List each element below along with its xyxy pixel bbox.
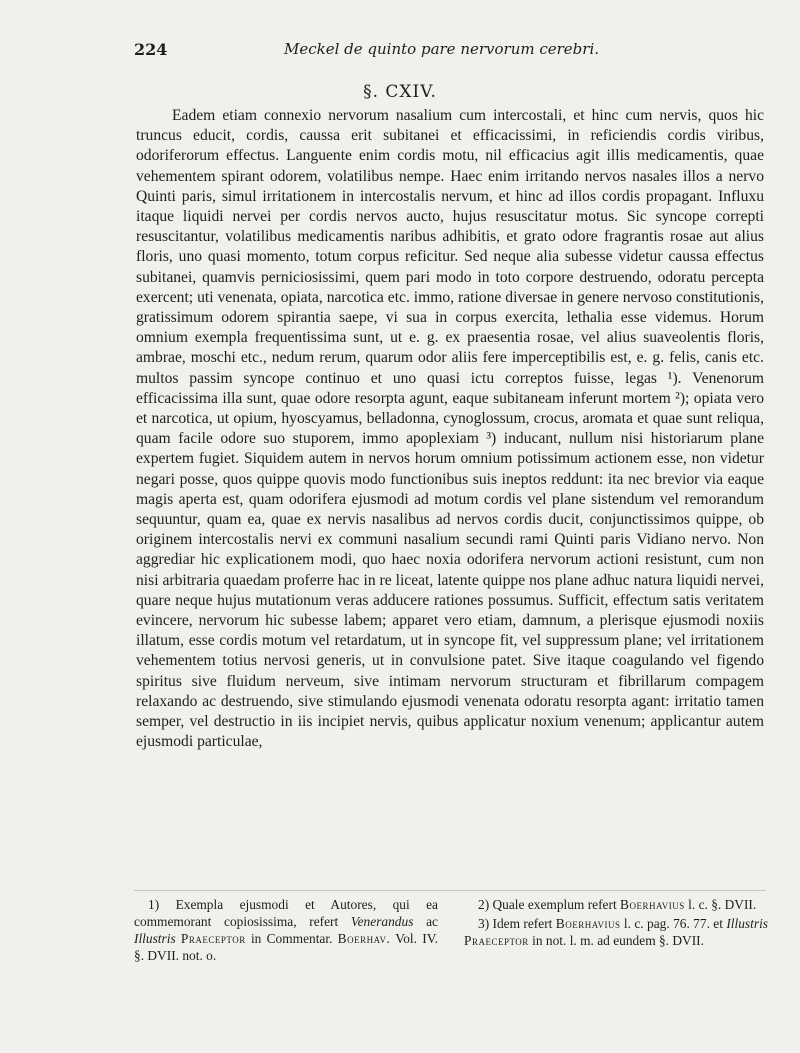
body-paragraph: Eadem etiam connexio nervorum nasalium cum intercostali, et hinc cum nervis, quos hic truncus educit, cordis, caussa erit subitanei et efficacissimi, in reficiendis cordis viribus, odoriferorum effectus. Languente enim cordis motu, nil efficacius agit illis medicamentis, quae vehementem spirant odorem, volatilibus nempe. Haec enim irritando nervos nasales illos a nervo Quinti paris, simul irritationem in intercostalis nervum, et hinc ad illos cordis propagant. Influxu itaque liquidi nervei per cordis nervos aucto, hujus resuscitatur motus. Sic syncope correpti resuscitantur, volatilibus medicamentis naribus adhibitis, et grato odore fragrantis rosae aut alius floris, uno quasi momento, totum corpus reficitur. Sed neque alia subesse videtur caussa effectus subitanei, quamvis perniciosissimi, quem pari modo in toto corpore destruendo, odoratu percepta exercent; uti venenata, opiata, narcotica etc. immo, ratione diversae in genere nervoso constitutionis, gratissimum odorem spirantia saepe, vi sua in corpus exercita, lethalia esse videmus. Horum omnium exempla frequentissima sunt, ut e. g. ex praesentia rosae, vel alius suaveolentis floris, ambrae, moschi etc., nedum rerum, quarum odor aliis fere imperceptibilis est, e. g. felis, canis etc. multos passim syncope continuo et uno quasi ictu correptos fuisse, legas ¹). Venenorum efficacissima illa sunt, quae odore resorpta agunt, eaque subitaneam inferunt mortem ²); opiata vero et narcotica, ut opium, hyoscyamus, belladonna, cynoglossum, crocus, aromata et quae sunt reliqua, quam facile odore suo stuporem, immo apoplexiam ³) inducant, nullum nisi historiarum plane expertem fugiet. Siquidem autem in nervos horum omnium potissimum actionem esse, non videtur negari posse, quos quippe quovis modo functionibus suis ineptos reddunt: ita nec brevior via eaque magis aperta est, quam odorifera ejusmodi ad motum cordis vel plane sistendum vel remorandum sequuntur, quam ea, quae ex nervis nasalibus ad nervos cordis ducit, conjunctissimos quippe, ob originem intercostalis nervi ex communi nasalium secundi rami Quinti paris Vidiano nervo. Non aggrediar hic explicationem modi, quo haec noxia odorifera nervorum actioni resistunt, cum non nisi arbitraria quaedam proferre hac in re liceat, latente quippe nos plane adhuc natura liquidi nervei, quare neque hujus mutationum veras adducere rationes possumus. Sufficit, effectum satis veritatem evincere, nervorum hic subesse labem; apparet vero etiam, damnum, a plerisque ejusmodi noxiis illatum, esse cordis motum vel retardatum, ut in syncope fit, vel suppressum plane; vel irritationem vehementem totius nervosi generis, ut in convulsione patet. Sive itaque coagulando vel figendo spiritus sive fluidum nerveum, sive intimam nervorum structuram et fibrillarum compagem relaxando ac destruendo, sive stimulando ejusmodi venenata odoratu resorpta agant: irritatio tamen semper, vel destructio in iis incipiet nervis, quibus applicatur noxium venenum; applicantur autem ejusmodi particulae,	[136, 107, 764, 751]
page-header	[134, 38, 754, 60]
footnote-2: 2) Quale exemplum refert Boerhavius l. c. §. DVII.	[478, 897, 757, 912]
page-number: 224	[134, 40, 168, 59]
footnote-3: 3) Idem refert Boerhavius l. c. pag. 76. 77. et Illustris Praeceptor in not. l. m. ad eundem §. DVII.	[464, 916, 768, 948]
footnote-column-right	[464, 896, 768, 966]
section-heading: §. CXIV.	[363, 82, 437, 102]
running-title: Meckel de quinto pare nervorum cerebri.	[284, 40, 600, 58]
footnote-divider	[134, 890, 766, 891]
footnote-1: 1) Exempla ejusmodi et Autores, qui ea commemorant copiosissima, refert Venerandus ac Illustris Praeceptor in Commentar. Boerhav. Vol. IV. §. DVII. not. o.	[134, 897, 438, 963]
footnotes	[134, 896, 768, 966]
footnote-column-left	[134, 896, 438, 966]
